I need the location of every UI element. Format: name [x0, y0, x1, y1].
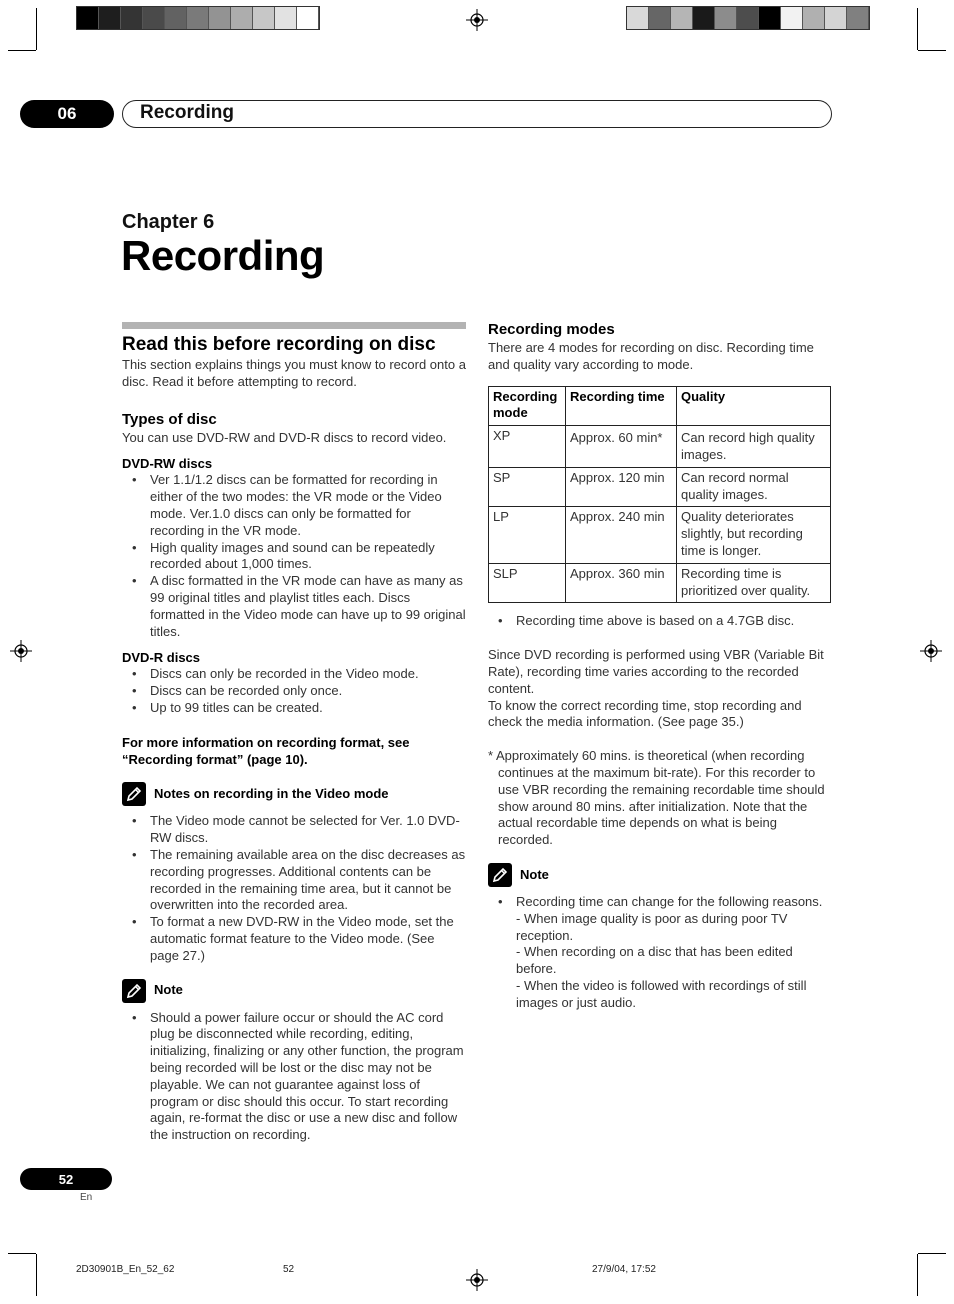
header-title: Recording	[140, 102, 234, 123]
footnote-text: * Approximately 60 mins. is theoretical (when recording continues at the maximum bit-rate). For this recorder to use VBR recording the remaining recordable time should show around 80 mins. after initialization. Note that the actual recordable time depends on what is being recorded.	[488, 748, 825, 848]
crop-mark	[917, 8, 918, 50]
registration-mark-icon	[466, 1269, 488, 1291]
color-swatch	[253, 7, 275, 29]
language-label: En	[80, 1192, 93, 1203]
table-note-list	[488, 613, 832, 630]
color-swatch	[825, 7, 847, 29]
color-swatch	[803, 7, 825, 29]
note-header	[122, 979, 466, 1003]
color-swatch	[121, 7, 143, 29]
pencil-icon	[488, 863, 512, 887]
table-header-cell: Quality	[677, 386, 831, 426]
recording-modes-heading: Recording modes	[488, 321, 615, 338]
color-swatch	[275, 7, 297, 29]
color-swatch	[77, 7, 99, 29]
timestamp: 27/9/04, 17:52	[592, 1264, 656, 1275]
note-subitem: - When the video is followed with recordings of still images or just audio.	[516, 977, 807, 1010]
color-swatch	[143, 7, 165, 29]
table-row	[489, 467, 831, 507]
table-cell: SLP	[489, 563, 566, 603]
table-cell: Can record normal quality images.	[677, 467, 831, 507]
color-swatch	[693, 7, 715, 29]
note-title: Note	[520, 866, 549, 882]
chapter-title: Recording	[121, 232, 325, 279]
crop-mark	[918, 1253, 946, 1254]
section-rule	[122, 322, 466, 329]
list-item: • The remaining available area on the disc decreases as recording progresses. Additional contents can be recorded in the remaining time area, but it cannot be overwritten into the recorded area.	[122, 847, 466, 914]
list-item: • Ver 1.1/1.2 discs can be formatted for recording in either of the two modes: the VR mode or the Video mode. Ver.1.0 discs can only be formatted for recording in the VR mode.	[122, 472, 466, 539]
doc-code: 2D30901B_En_52_62	[76, 1264, 175, 1275]
list-item: • High quality images and sound can be repeatedly recorded about 1,000 times.	[122, 540, 466, 574]
list-item: • Discs can only be recorded in the Video mode.	[122, 666, 466, 683]
dvdrw-list	[122, 472, 466, 640]
table-cell: Approx. 240 min	[566, 507, 677, 563]
registration-mark-icon	[466, 9, 488, 31]
crop-mark	[8, 1253, 36, 1254]
color-swatch	[715, 7, 737, 29]
pencil-icon	[122, 782, 146, 806]
table-header-row	[489, 386, 831, 426]
list-item: • Should a power failure occur or should the AC cord plug be disconnected while recording, editing, initializing, finalizing or any other function, the program being recorded will be lost or the disc may not be playable. We can not guarantee against loss of program or disc should this occur. To start recording again, re-format the disc or use a new disc and follow the instruction on recording.	[122, 1010, 466, 1144]
chapter-label: Chapter 6	[122, 211, 215, 233]
list-item: • Recording time above is based on a 4.7GB disc.	[488, 613, 832, 630]
table-cell: SP	[489, 467, 566, 507]
table-row	[489, 426, 831, 468]
table-row	[489, 507, 831, 563]
color-swatch	[231, 7, 253, 29]
note-list	[122, 1010, 466, 1144]
chapter-number-tab: 06	[20, 100, 114, 128]
list-item	[488, 894, 832, 1012]
table-cell: Can record high quality images.	[677, 426, 831, 468]
list-item: • Discs can be recorded only once.	[122, 683, 466, 700]
left-column	[122, 322, 466, 1144]
crop-mark	[918, 50, 946, 51]
table-cell: XP	[489, 426, 566, 468]
color-swatch	[165, 7, 187, 29]
note-title: Note	[154, 982, 183, 998]
page-number-tab: 52	[20, 1168, 112, 1190]
list-item: • To format a new DVD-RW in the Video mode, set the automatic format feature to the Video mode. (See page 27.)	[122, 914, 466, 964]
more-info-text: For more information on recording format, see “Recording format” (page 10).	[122, 734, 410, 767]
video-notes-list	[122, 813, 466, 964]
color-swatch	[649, 7, 671, 29]
types-of-disc-heading: Types of disc	[122, 410, 217, 428]
dvdrw-heading: DVD-RW discs	[122, 456, 213, 472]
header-bar	[122, 100, 832, 128]
crop-mark	[8, 50, 36, 51]
section-title: Read this before recording on disc	[122, 334, 436, 355]
dvdr-list	[122, 666, 466, 716]
table-cell: Recording time is prioritized over quality.	[677, 563, 831, 603]
color-swatch	[781, 7, 803, 29]
table-header-cell: Recording time	[566, 386, 677, 426]
color-swatch	[737, 7, 759, 29]
pencil-icon	[122, 979, 146, 1003]
note-list	[488, 894, 832, 1012]
table-cell: Approx. 120 min	[566, 467, 677, 507]
color-swatches-right	[626, 6, 870, 30]
crop-mark	[36, 1254, 37, 1296]
crop-mark	[917, 1254, 918, 1296]
list-item: • A disc formatted in the VR mode can have as many as 99 original titles and playlist titles each. Discs formatted in the Video mode can have up to 99 original titles.	[122, 573, 466, 640]
color-swatch	[209, 7, 231, 29]
color-swatch	[759, 7, 781, 29]
color-swatches-left	[76, 6, 320, 30]
table-cell: Quality deteriorates slightly, but recording time is longer.	[677, 507, 831, 563]
note-subitem: - When image quality is poor as during poor TV reception.	[516, 910, 788, 943]
recording-modes-intro: There are 4 modes for recording on disc. Recording time and quality vary according to mode.	[488, 340, 814, 372]
color-swatch	[99, 7, 121, 29]
note-lead: • Recording time can change for the following reasons.	[516, 893, 823, 909]
note-subitem: - When recording on a disc that has been edited before.	[516, 944, 793, 977]
table-cell: Approx. 360 min	[566, 563, 677, 603]
table-cell: LP	[489, 507, 566, 563]
section-intro: This section explains things you must know to record onto a disc. Read it before attempting to record.	[122, 357, 466, 389]
table-header-cell: Recording mode	[489, 386, 566, 426]
list-item: • The Video mode cannot be selected for Ver. 1.0 DVD-RW discs.	[122, 813, 466, 847]
vbr-text: Since DVD recording is performed using VBR (Variable Bit Rate), recording time varies according to the recorded content.	[488, 647, 824, 696]
dvdr-heading: DVD-R discs	[122, 650, 201, 666]
right-column	[488, 320, 832, 1012]
color-swatch	[671, 7, 693, 29]
doc-page: 52	[283, 1264, 295, 1275]
note-header	[488, 863, 832, 887]
color-swatch	[627, 7, 649, 29]
crop-mark	[36, 8, 37, 50]
color-swatch	[297, 7, 319, 29]
table-cell: Approx. 60 min*	[566, 426, 677, 468]
registration-mark-icon	[10, 640, 32, 662]
recording-modes-table	[488, 386, 831, 604]
video-notes-title: Notes on recording in the Video mode	[154, 785, 389, 801]
color-swatch	[847, 7, 869, 29]
video-notes-header	[122, 782, 466, 806]
table-row	[489, 563, 831, 603]
color-swatch	[187, 7, 209, 29]
correct-time-text: To know the correct recording time, stop recording and check the media information. (See page 35.)	[488, 697, 802, 730]
list-item: • Up to 99 titles can be created.	[122, 700, 466, 717]
types-of-disc-text: You can use DVD-RW and DVD-R discs to record video.	[122, 429, 447, 445]
registration-mark-icon	[920, 640, 942, 662]
